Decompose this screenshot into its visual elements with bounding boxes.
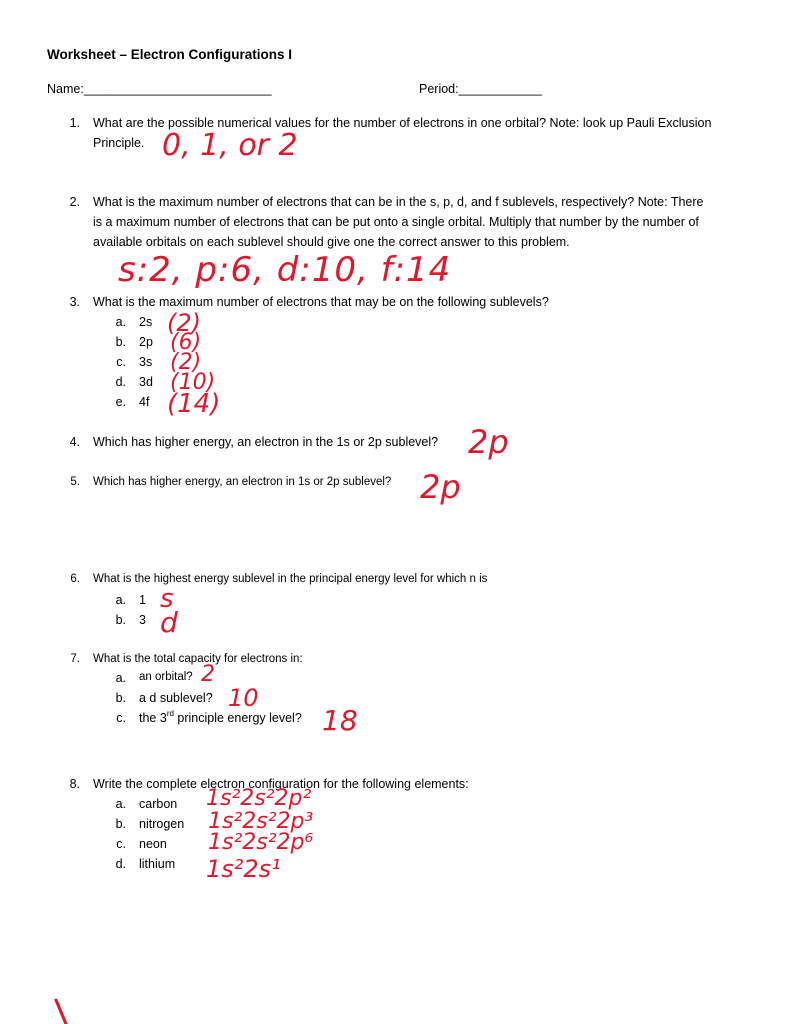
period-field[interactable]: Period:____________ — [419, 82, 543, 96]
q2-text-line1: What is the maximum number of electrons that can be in the s, p, d, and f sublevels, respectively? Note: There — [93, 195, 704, 209]
worksheet-title: Worksheet – Electron Configurations I — [47, 47, 293, 62]
q3-item-answer: (6) — [170, 330, 202, 355]
q3-item-answer: (2) — [167, 309, 201, 337]
q2-text-line3: available orbitals on each sublevel should give one the correct answer to this problem. — [93, 235, 570, 249]
q8-item-letter: a. — [115, 797, 126, 811]
q2-text-line2: is a maximum number of electrons that can be put onto a single orbital. Multiply that number by the number of — [93, 215, 699, 229]
q5-text: Which has higher energy, an electron in 1s or 2p sublevel? — [93, 476, 392, 488]
q8-text: Write the complete electron configuration for the following elements: — [93, 777, 469, 791]
q7-text: What is the total capacity for electrons in: — [93, 653, 303, 665]
q4-text: Which has higher energy, an electron in the 1s or 2p sublevel? — [93, 435, 439, 449]
q1-answer: 0, 1, or 2 — [162, 128, 298, 163]
q8-item-answer: 1s²2s¹ — [206, 855, 281, 883]
q3-item-letter: d. — [115, 375, 126, 389]
q6-item-label: 1 — [139, 593, 146, 607]
q5-answer: 2p — [420, 468, 461, 506]
q6-item-answer: s — [160, 584, 174, 614]
q6-item-letter: a. — [115, 593, 126, 607]
q6-item-answer: d — [160, 606, 178, 639]
q8-item-label: neon — [139, 837, 167, 851]
q3-item-answer: (2) — [170, 350, 202, 375]
q7-item-letter: a. — [115, 671, 126, 685]
q8-item-answer: 1s²2s²2p⁶ — [208, 830, 314, 855]
q3-item-answer: (14) — [167, 389, 221, 419]
q1-text-line1: What are the possible numerical values for the number of electrons in one orbital? Note: look up Pauli Exclusion — [93, 116, 712, 130]
q3-number: 3. — [69, 295, 80, 309]
q2-number: 2. — [69, 195, 80, 209]
q8-item-letter: b. — [115, 817, 126, 831]
q3-item-label: 2s — [139, 315, 153, 329]
q3-item-answer: (10) — [170, 370, 216, 395]
q7-item-label: the 3rd principle energy level? — [139, 709, 302, 725]
q3-item-label: 4f — [139, 395, 150, 409]
q8-item-label: carbon — [139, 797, 178, 811]
name-field[interactable]: Name:___________________________ — [47, 82, 272, 96]
q3-item-letter: c. — [116, 355, 126, 369]
q7-item-answer: 18 — [322, 704, 358, 737]
q8-item-label: nitrogen — [139, 817, 185, 831]
q8-item-answer: 1s²2s²2p³ — [208, 809, 314, 834]
q3-item-label: 2p — [139, 335, 153, 349]
q3-item-letter: b. — [115, 335, 126, 349]
q3-item-label: 3s — [139, 355, 153, 369]
q7-item-answer: 2 — [201, 662, 215, 687]
q3-text: What is the maximum number of electrons that may be on the following sublevels? — [93, 295, 549, 309]
q7-item-label: an orbital? — [139, 671, 193, 683]
q4-number: 4. — [69, 435, 80, 449]
q5-number: 5. — [70, 476, 80, 488]
q1-number: 1. — [69, 116, 80, 130]
q8-item-answer: 1s²2s²2p² — [206, 786, 312, 811]
q8-number: 8. — [69, 777, 80, 791]
q6-text: What is the highest energy sublevel in the principal energy level for which n is — [93, 573, 488, 585]
q2-answer: s:2, p:6, d:10, f:14 — [118, 250, 452, 290]
q6-item-letter: b. — [115, 613, 126, 627]
q8-item-label: lithium — [139, 857, 176, 871]
q3-item-label: 3d — [139, 375, 153, 389]
q6-number: 6. — [70, 573, 80, 585]
q7-item-label: a d sublevel? — [139, 691, 213, 705]
q1-text-line2: Principle. — [93, 136, 145, 150]
q8-item-letter: d. — [115, 857, 126, 871]
q8-item-letter: c. — [116, 837, 126, 851]
q7-item-answer: 10 — [228, 684, 259, 712]
q7-number: 7. — [70, 653, 80, 665]
q6-item-label: 3 — [139, 613, 146, 627]
q4-answer: 2p — [468, 423, 509, 461]
q7-item-letter: b. — [115, 691, 126, 705]
q3-item-letter: a. — [115, 315, 126, 329]
q7-item-letter: c. — [116, 711, 126, 725]
q3-item-letter: e. — [115, 395, 126, 409]
